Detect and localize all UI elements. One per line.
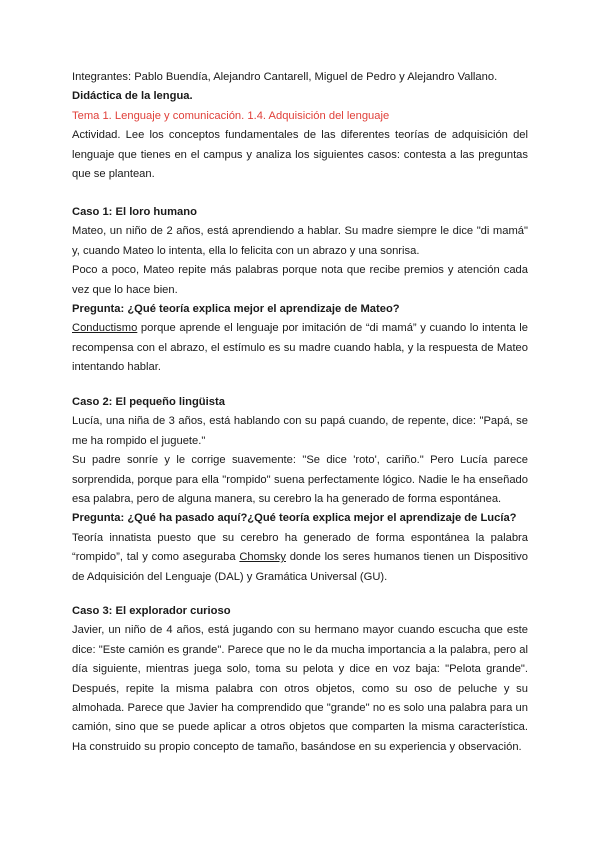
case-3-title: Caso 3: El explorador curioso [72, 605, 231, 617]
case-1-paragraph-1: Mateo, un niño de 2 años, está aprendiendo a hablar. Su madre siempre le dice "di mamá" y, cuando Mateo lo intenta, ella lo felicita con un abrazo y una sonrisa. [72, 225, 528, 257]
case-2-answer-text-a: Teoría innatista puesto que su cerebro ha generado de forma espontánea la palabra “rompido”, tal y como aseguraba [72, 531, 528, 564]
case-1-paragraph-2: Poco a poco, Mateo repite más palabras porque nota que recibe premios y atención cada vez que lo hace bien. [72, 264, 528, 296]
case-2-title: Caso 2: El pequeño lingüista [72, 396, 225, 408]
case-2-paragraph-2: Su padre sonríe y le corrige suavemente: "Se dice 'roto', cariño." Pero Lucía parece sorprendida, porque para ella "rompido" suena perfectamente lógico. Nadie le ha enseñado esa palabra, pero de alguna manera, su cerebro la ha generado de forma espontánea. [72, 454, 528, 506]
case-3-paragraph: Javier, un niño de 4 años, está jugando con su hermano mayor cuando escucha que este dice: "Este camión es grande". Parece que no le da mucha importancia a la palabra, pero al día siguiente, mientras juega solo, toma su pelota y dice en voz baja: "Pelota grande". Después, repite la misma palabra con otros objetos, como su oso de peluche y su almohada. Parece que Javier ha comprendido que "grande" no es solo una palabra para un camión, sino que se puede aplicar a otros objetos que comparten la misma característica. Ha construido su propio concepto de tamaño, basándose en su experiencia y observación. [72, 624, 528, 753]
members-line: Integrantes: Pablo Buendía, Alejandro Cantarell, Miguel de Pedro y Alejandro Vallano. [72, 71, 498, 83]
case-1-question: Pregunta: ¿Qué teoría explica mejor el aprendizaje de Mateo? [72, 303, 400, 316]
case-2-answer [72, 529, 528, 587]
case-1 [72, 203, 528, 378]
case-2-answer-term: Chomsky [239, 551, 286, 564]
case-1-answer-text: porque aprende el lenguaje por imitación de “di mamá” y cuando lo intenta le recompensa con el abrazo, el estímulo es su madre cuando habla, y la respuesta de Mateo intentando hablar. [72, 322, 528, 374]
case-2-answer-text-b: donde los seres humanos tienen un Dispositivo de Adquisición del Lenguaje (DAL) y Gramática Universal (GU). [72, 551, 528, 583]
course-title: Didáctica de la lengua. [72, 90, 193, 103]
case-1-title: Caso 1: El loro humano [72, 206, 197, 218]
case-2-paragraph-1: Lucía, una niña de 3 años, está hablando con su papá cuando, de repente, dice: "Papá, se me ha rompido el juguete." [72, 415, 528, 447]
header [72, 68, 528, 184]
case-1-answer [72, 319, 528, 377]
topic-line: Tema 1. Lenguaje y comunicación. 1.4. Adquisición del lenguaje [72, 109, 390, 122]
case-1-answer-term: Conductismo [72, 322, 138, 335]
case-2-question: Pregunta: ¿Qué ha pasado aquí?¿Qué teoría explica mejor el aprendizaje de Lucía? [72, 512, 517, 525]
case-2 [72, 393, 528, 587]
activity-text: Actividad. Lee los conceptos fundamentales de las diferentes teorías de adquisición del lenguaje que tienes en el campus y analiza los siguientes casos: contesta a las preguntas que se plantean. [72, 129, 528, 181]
case-3 [72, 602, 528, 757]
